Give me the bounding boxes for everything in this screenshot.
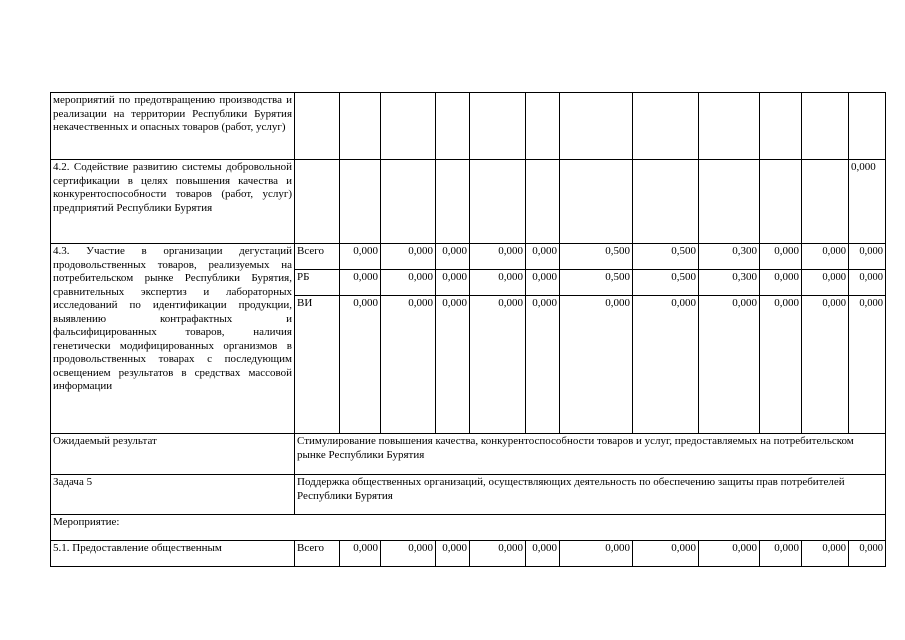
- value-cell: 0,000: [340, 541, 381, 567]
- value-cell: 0,000: [340, 270, 381, 296]
- table-row: [51, 434, 886, 475]
- measure-header: Мероприятие:: [51, 515, 886, 541]
- funding-source-label: РБ: [295, 270, 340, 296]
- value-cell: 0,000: [526, 541, 560, 567]
- expected-result-text: Стимулирование повышения качества, конкурентоспособности товаров и услуг, предоставляемых на потребительском рынке Республики Бурятия: [295, 434, 886, 475]
- value-cell: 0,000: [760, 244, 802, 270]
- value-cell: 0,000: [526, 244, 560, 270]
- measure-description: 4.3. Участие в организации дегустаций продовольственных товаров, реализуемых на потребительском рынке Республики Бурятия, сравнительных экспертиз и лабораторных исследований по идентификации продукции, выявлению контрафактных и фальсифицированных товаров, наличия генетически модифицированных организмов в продовольственных товарах с последующим освещением результатов в средствах массовой информации: [51, 244, 295, 434]
- funding-source-label: ВИ: [295, 296, 340, 434]
- value-cell: 0,000: [760, 541, 802, 567]
- value-cell: 0,000: [470, 270, 526, 296]
- task-text: Поддержка общественных организаций, осуществляющих деятельность по обеспечению защиты прав потребителей Республики Бурятия: [295, 475, 886, 515]
- value-cell: 0,000: [760, 296, 802, 434]
- value-cell: 0,000: [802, 541, 849, 567]
- value-cell: 0,300: [699, 244, 760, 270]
- table-row: [51, 541, 886, 567]
- value-cell: 0,500: [633, 270, 699, 296]
- value-cell: 0,000: [470, 296, 526, 434]
- measure-description: мероприятий по предотвращению производства и реализации на территории Республики Бурятия некачественных и опасных товаров (работ, услуг): [51, 93, 295, 160]
- value-cell: 0,000: [436, 296, 470, 434]
- value-cell: 0,500: [560, 270, 633, 296]
- expected-result-label: Ожидаемый результат: [51, 434, 295, 475]
- table-row: [51, 515, 886, 541]
- task-label: Задача 5: [51, 475, 295, 515]
- value-cell: 0,300: [699, 270, 760, 296]
- value-cell: 0,000: [470, 244, 526, 270]
- table-row: [51, 93, 886, 160]
- value-cell: 0,000: [849, 541, 886, 567]
- value-cell: 0,000: [436, 244, 470, 270]
- value-cell: 0,000: [526, 270, 560, 296]
- value-cell: 0,000: [436, 541, 470, 567]
- value-cell: 0,000: [526, 296, 560, 434]
- value-cell: 0,000: [381, 296, 436, 434]
- value-cell: 0,000: [436, 270, 470, 296]
- measure-description: 5.1. Предоставление общественным: [51, 541, 295, 567]
- value-cell: 0,000: [699, 296, 760, 434]
- value-cell: 0,000: [340, 296, 381, 434]
- measure-description: 4.2. Содействие развитию системы добровольной сертификации в целях повышения качества и конкурентоспособности товаров (работ, услуг) предприятий Республики Бурятия: [51, 160, 295, 244]
- value-cell: 0,000: [849, 160, 886, 244]
- program-table: [50, 92, 886, 567]
- value-cell: 0,500: [560, 244, 633, 270]
- value-cell: 0,000: [633, 541, 699, 567]
- value-cell: 0,000: [560, 296, 633, 434]
- value-cell: 0,000: [699, 541, 760, 567]
- table-row: [51, 160, 886, 244]
- value-cell: 0,000: [633, 296, 699, 434]
- value-cell: 0,000: [802, 296, 849, 434]
- value-cell: 0,000: [381, 270, 436, 296]
- value-cell: 0,000: [470, 541, 526, 567]
- value-cell: 0,000: [849, 296, 886, 434]
- table-row: [51, 475, 886, 515]
- value-cell: 0,000: [849, 244, 886, 270]
- value-cell: 0,000: [849, 270, 886, 296]
- funding-source-label: Всего: [295, 541, 340, 567]
- value-cell: 0,000: [802, 270, 849, 296]
- table-row: [51, 244, 886, 270]
- value-cell: 0,000: [760, 270, 802, 296]
- funding-source-label: Всего: [295, 244, 340, 270]
- value-cell: 0,000: [381, 244, 436, 270]
- value-cell: 0,000: [381, 541, 436, 567]
- value-cell: 0,000: [560, 541, 633, 567]
- value-cell: 0,500: [633, 244, 699, 270]
- value-cell: 0,000: [802, 244, 849, 270]
- value-cell: 0,000: [340, 244, 381, 270]
